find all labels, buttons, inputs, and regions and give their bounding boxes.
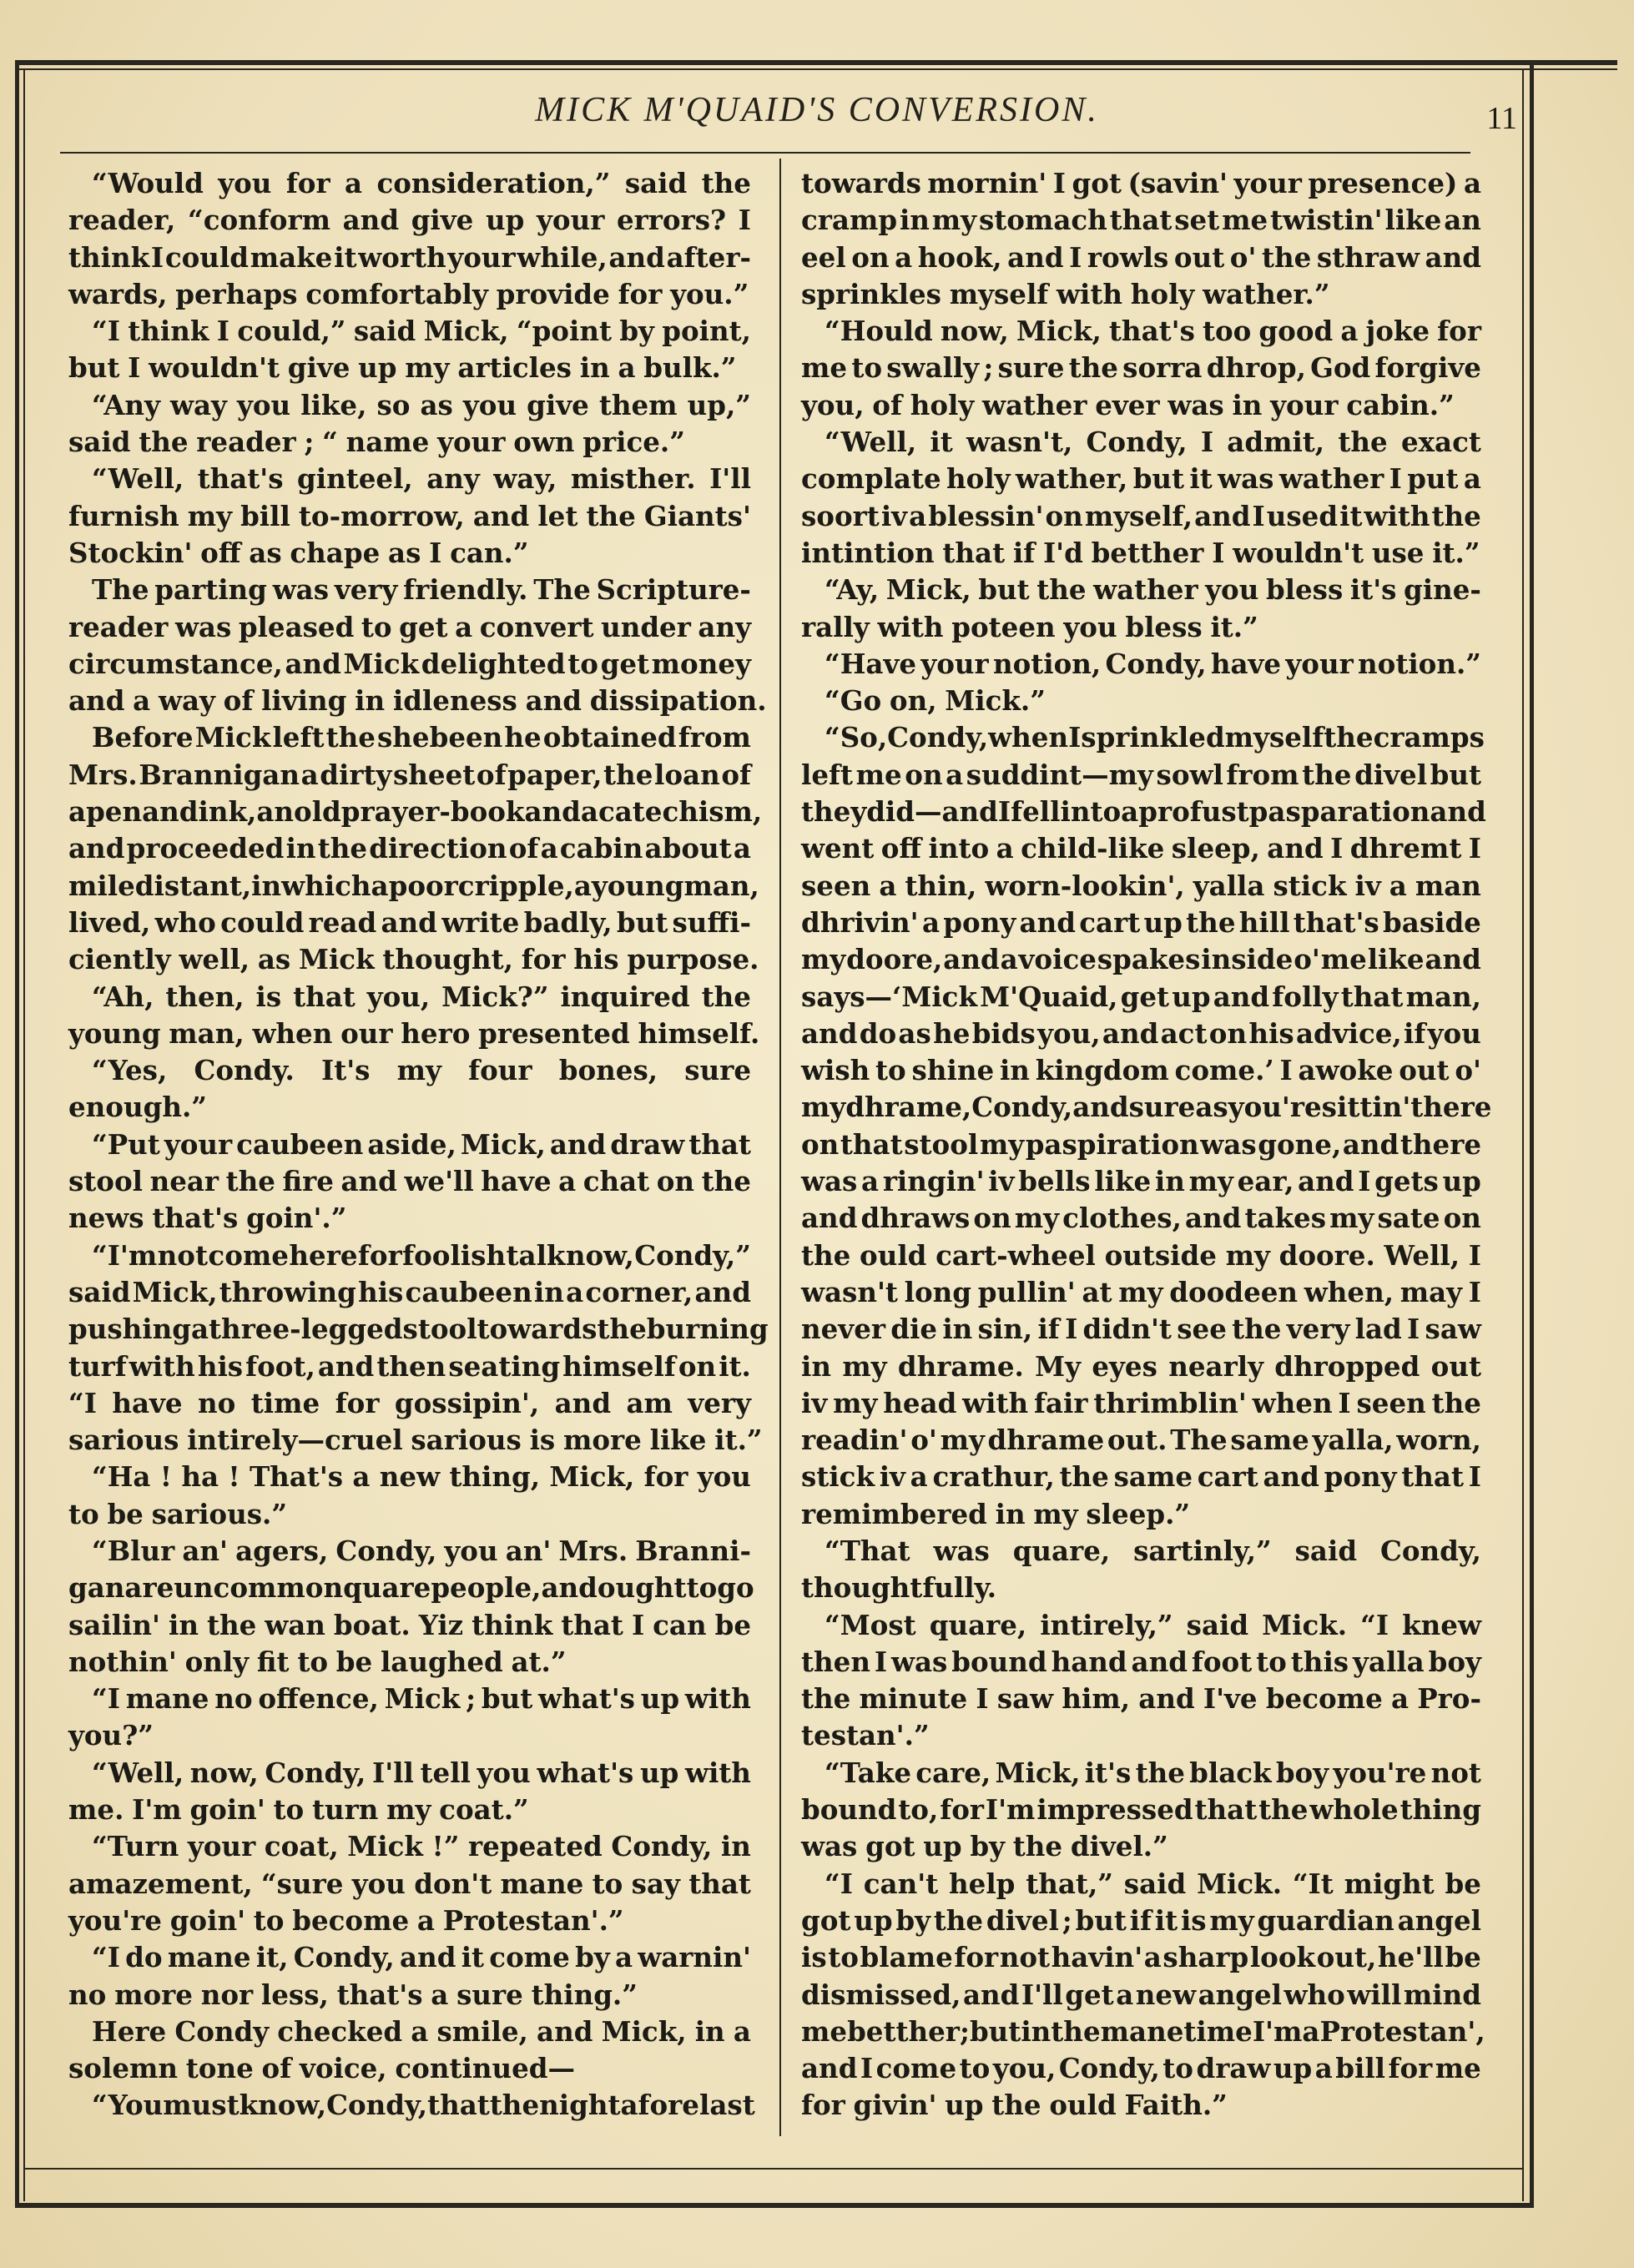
text-line: the ould cart-wheel outside my doore. Well, I [801, 1238, 1481, 1272]
text-line: “Ah, then, is that you, Mick?” inquired the [92, 980, 751, 1013]
text-line: rally with poteen you bless it.” [801, 610, 1258, 643]
text-line: “Go on, Mick.” [825, 684, 1046, 718]
text-line: ciently well, as Mick thought, for his purpose. [68, 943, 759, 976]
bottom-border-rule [15, 2203, 1534, 2208]
text-line: and I come to you, Condy, to draw up a bill for me [801, 2052, 1481, 2085]
text-line: furnish my bill to-morrow, and let the Giants' [68, 499, 751, 532]
text-line: wish to shine in kingdom come.’ I awoke out o' [801, 1054, 1481, 1087]
text-line: “Most quare, intirely,” said Mick. “I knew [825, 1608, 1481, 1641]
text-line: wards, perhaps comfortably provide for you.” [68, 277, 749, 310]
text-line: amazement, “sure you don't mane to say that [68, 1867, 751, 1900]
text-line: testan'.” [801, 1719, 930, 1752]
text-line: my doore, and a voice spakes inside o' me like and [801, 943, 1481, 976]
text-line: readin' o' my dhrame out. The same yalla, worn, [801, 1424, 1481, 1457]
text-line: “Well, that's ginteel, any way, misther. I'll [92, 462, 751, 496]
text-line: Before Mick left the shebeen he obtained from [92, 721, 751, 754]
text-line: me to swally ; sure the sorra dhrop, God forgive [801, 351, 1481, 385]
text-line: remimbered in my sleep.” [801, 1497, 1191, 1530]
top-border-rule [15, 60, 1617, 65]
text-line: my dhrame, Condy, and sure as you're sittin' there [801, 1091, 1492, 1124]
text-line: dhrivin' a pony and cart up the hill that's baside [801, 905, 1481, 939]
text-line: “Yes, Condy. It's my four bones, sure [92, 1054, 751, 1087]
text-line: in my dhrame. My eyes nearly dhropped out [801, 1349, 1481, 1383]
text-line: towards mornin' I got (savin' your presence) a [801, 167, 1481, 199]
text-line: “That was quare, sartinly,” said Condy, [825, 1534, 1481, 1567]
text-line: iv my head with fair thrimblin' when I seen the [801, 1386, 1481, 1419]
text-line: “Put your caubeen aside, Mick, and draw that [92, 1127, 751, 1161]
text-line: no more nor less, that's a sure thing.” [68, 1978, 638, 2011]
text-line: intintion that if I'd betther I wouldn't use it.” [801, 536, 1480, 569]
text-line: “Take care, Mick, it's the black boy you're not [825, 1756, 1481, 1789]
text-line: “I think I could,” said Mick, “point by point, [92, 315, 751, 348]
page-number: 11 [1486, 101, 1517, 136]
text-line: said Mick, throwing his caubeen in a corner, and [68, 1275, 751, 1308]
text-line: to be sarious.” [68, 1497, 288, 1530]
text-line: “Well, it wasn't, Condy, I admit, the exact [825, 426, 1481, 459]
text-line: eel on a hook, and I rowls out o' the sthraw and [801, 240, 1481, 274]
text-line: “So, Condy, when I sprinkled myself the cramps [825, 721, 1485, 754]
text-line: reader was pleased to get a convert under any [68, 610, 751, 643]
text-line: for givin' up the ould Faith.” [801, 2089, 1228, 2122]
text-line: “I can't help that,” said Mick. “It might be [825, 1867, 1481, 1900]
text-column-right [801, 165, 1492, 2124]
text-line: “I mane no offence, Mick ; but what's up with [92, 1682, 751, 1716]
text-line: wasn't long pullin' at my doodeen when, may I [801, 1275, 1481, 1308]
text-line: circumstance, and Mick delighted to get money [68, 647, 751, 680]
text-line: “I have no time for gossipin', and am very [68, 1386, 751, 1419]
text-line: “You must know, Condy, that the night afore last [92, 2089, 755, 2122]
text-line: “Well, now, Condy, I'll tell you what's up with [92, 1756, 751, 1789]
text-line: was got up by the divel.” [801, 1830, 1168, 1863]
right-border-rule-thin [1522, 68, 1524, 2201]
text-line: “Any way you like, so as you give them up,” [92, 388, 751, 421]
text-line: says—‘Mick M'Quaid, get up and folly that man, [801, 980, 1481, 1013]
text-line: you're goin' to become a Protestan'.” [68, 1903, 624, 1937]
text-line: stick iv a crathur, the same cart and pony that I [801, 1460, 1481, 1494]
text-line: you?” [68, 1719, 154, 1752]
text-line: sailin' in the wan boat. Yiz think that I can be [68, 1608, 751, 1641]
text-line: The parting was very friendly. The Scripture- [92, 573, 751, 607]
text-line: gan are uncommon quare people, and ought to go [68, 1571, 754, 1605]
text-line: sprinkles myself with holy wather.” [801, 277, 1330, 310]
text-line: me betther ; but in the mane time I'm a Protestan', [801, 2014, 1485, 2048]
text-line: mile distant, in which a poor cripple, a young man, [68, 869, 759, 902]
text-line: is to blame for not havin' a sharp look out, he'll be [801, 1941, 1481, 1974]
text-line: they did—and I fell into a profust pasparation and [801, 795, 1486, 829]
text-line: complate holy wather, but it was wather I put a [801, 462, 1481, 496]
text-line: “Turn your coat, Mick !” repeated Condy, in [92, 1830, 751, 1863]
text-line: lived, who could read and write badly, but suffi- [68, 905, 751, 939]
text-line: turf with his foot, and then seating himself on it. [68, 1349, 751, 1383]
text-line: dismissed, and I'll get a new angel who will mind [801, 1978, 1481, 2011]
text-line: left me on a suddint—my sowl from the divel but [801, 758, 1481, 791]
text-column-left [68, 165, 769, 2124]
text-line: never die in sin, if I didn't see the very lad I saw [801, 1313, 1481, 1346]
text-line: and dhraws on my clothes, and takes my sate on [801, 1202, 1481, 1235]
text-line: me. I'm goin' to turn my coat.” [68, 1793, 529, 1827]
text-line: cramp in my stomach that set me twistin' like an [801, 204, 1481, 237]
left-border-rule [15, 60, 19, 2206]
top-border-rule-thin [15, 68, 1617, 70]
left-border-rule-thin [23, 68, 25, 2201]
text-line: went off into a child-like sleep, and I dhremt I [801, 832, 1481, 865]
text-line: soort iv a blessin' on myself, and I used it with the [801, 499, 1481, 532]
text-line: news that's goin'.” [68, 1202, 347, 1235]
text-line: a pen and ink, an old prayer-book and a catechism, [68, 795, 763, 829]
text-line: “Ay, Mick, but the wather you bless it's gine- [825, 573, 1481, 607]
text-line: enough.” [68, 1091, 207, 1124]
header-rule [60, 152, 1470, 154]
text-line: seen a thin, worn-lookin', yalla stick iv a man [801, 869, 1481, 902]
text-line: said the reader ; “ name your own price.” [68, 426, 685, 459]
text-line: stool near the fire and we'll have a chat on the [68, 1165, 751, 1198]
text-line: and a way of living in idleness and dissipation. [68, 684, 767, 718]
text-line: and proceeded in the direction of a cabin about a [68, 832, 751, 865]
page-title: MICK M'QUAID'S CONVERSION. [535, 91, 1099, 129]
text-line: solemn tone of voice, continued— [68, 2052, 576, 2085]
text-line: the minute I saw him, and I've become a Pro- [801, 1682, 1481, 1716]
text-line: then I was bound hand and foot to this yalla boy [801, 1645, 1481, 1678]
column-divider [779, 159, 781, 2136]
text-line: was a ringin' iv bells like in my ear, and I gets up [801, 1165, 1481, 1198]
text-line: but I wouldn't give up my articles in a bulk.” [68, 351, 737, 385]
text-line: Stockin' off as chape as I can.” [68, 536, 529, 569]
text-line: Mrs. Brannigan a dirty sheet of paper, the loan of [68, 758, 751, 791]
right-border-rule [1530, 60, 1534, 2206]
text-line: bound to, for I'm impressed that the whole thing [801, 1793, 1481, 1827]
text-line: “I do mane it, Condy, and it come by a warnin' [92, 1941, 751, 1974]
text-line: “Ha ! ha ! That's a new thing, Mick, for you [92, 1460, 751, 1494]
text-line: “Blur an' agers, Condy, you an' Mrs. Branni- [92, 1534, 751, 1567]
text-line: young man, when our hero presented himself. [68, 1016, 760, 1050]
text-line: reader, “conform and give up your errors? I [68, 204, 751, 237]
text-line: “Would you for a consideration,” said the [92, 167, 751, 199]
text-line: on that stool my paspiration was gone, and there [801, 1127, 1481, 1161]
text-line: you, of holy wather ever was in your cabin.” [801, 388, 1455, 421]
text-line: and do as he bids you, and act on his advice, if you [801, 1016, 1481, 1050]
text-line: pushing a three-legged stool towards the burning [68, 1313, 769, 1346]
text-line: thoughtfully. [801, 1571, 997, 1605]
text-line: “I'm not come here for foolish talk now, Condy,” [92, 1238, 751, 1272]
text-line: Here Condy checked a smile, and Mick, in a [92, 2014, 751, 2048]
bottom-border-rule-thin [23, 2168, 1524, 2170]
text-line: got up by the divel ; but if it is my guardian angel [801, 1903, 1481, 1937]
text-line: think I could make it worth your while, and after- [68, 240, 751, 274]
text-line: nothin' only fit to be laughed at.” [68, 1645, 567, 1678]
text-line: sarious intirely—cruel sarious is more like it.” [68, 1424, 763, 1457]
text-line: “Have your notion, Condy, have your notion.” [825, 647, 1481, 680]
text-line: “Hould now, Mick, that's too good a joke for [825, 315, 1481, 348]
